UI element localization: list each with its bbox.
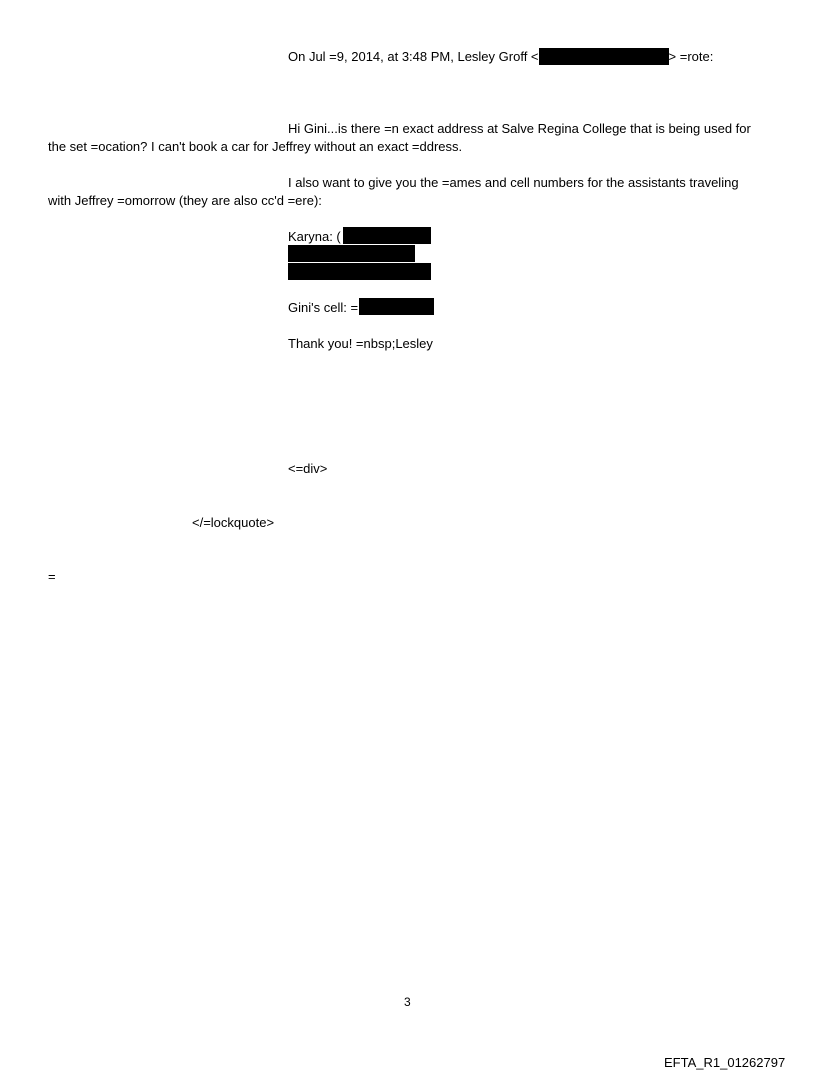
- div-tag-text: <=div>: [288, 461, 328, 476]
- bates-number: EFTA_R1_01262797: [664, 1055, 786, 1070]
- gini-cell-label: Gini's cell: =: [288, 300, 359, 315]
- page-number: 3: [404, 995, 411, 1009]
- redaction-box: [539, 48, 669, 65]
- header-suffix: > =rote:: [668, 49, 714, 64]
- paragraph-2-line-2: with Jeffrey =omorrow (they are also cc'd =ere):: [48, 193, 322, 208]
- blockquote-tag-text: </=lockquote>: [192, 515, 275, 530]
- redaction-box: [343, 227, 431, 244]
- redaction-box: [359, 298, 434, 315]
- closing-line: Thank you! =nbsp;Lesley: [288, 336, 433, 351]
- equals-line: =: [48, 569, 56, 584]
- header-prefix: On Jul =9, 2014, at 3:48 PM, Lesley Groff <: [288, 49, 539, 64]
- redaction-box: [288, 263, 431, 280]
- email-header-line: [288, 48, 713, 66]
- paragraph-2-line-1: I also want to give you the =ames and cell numbers for the assistants traveling: [288, 175, 739, 190]
- redaction-box: [288, 245, 415, 262]
- paragraph-1-line-1: Hi Gini...is there =n exact address at Salve Regina College that is being used for: [288, 121, 751, 136]
- paragraph-1-line-2: the set =ocation? I can't book a car for Jeffrey without an exact =ddress.: [48, 139, 463, 154]
- karyna-label: Karyna: (: [288, 229, 341, 244]
